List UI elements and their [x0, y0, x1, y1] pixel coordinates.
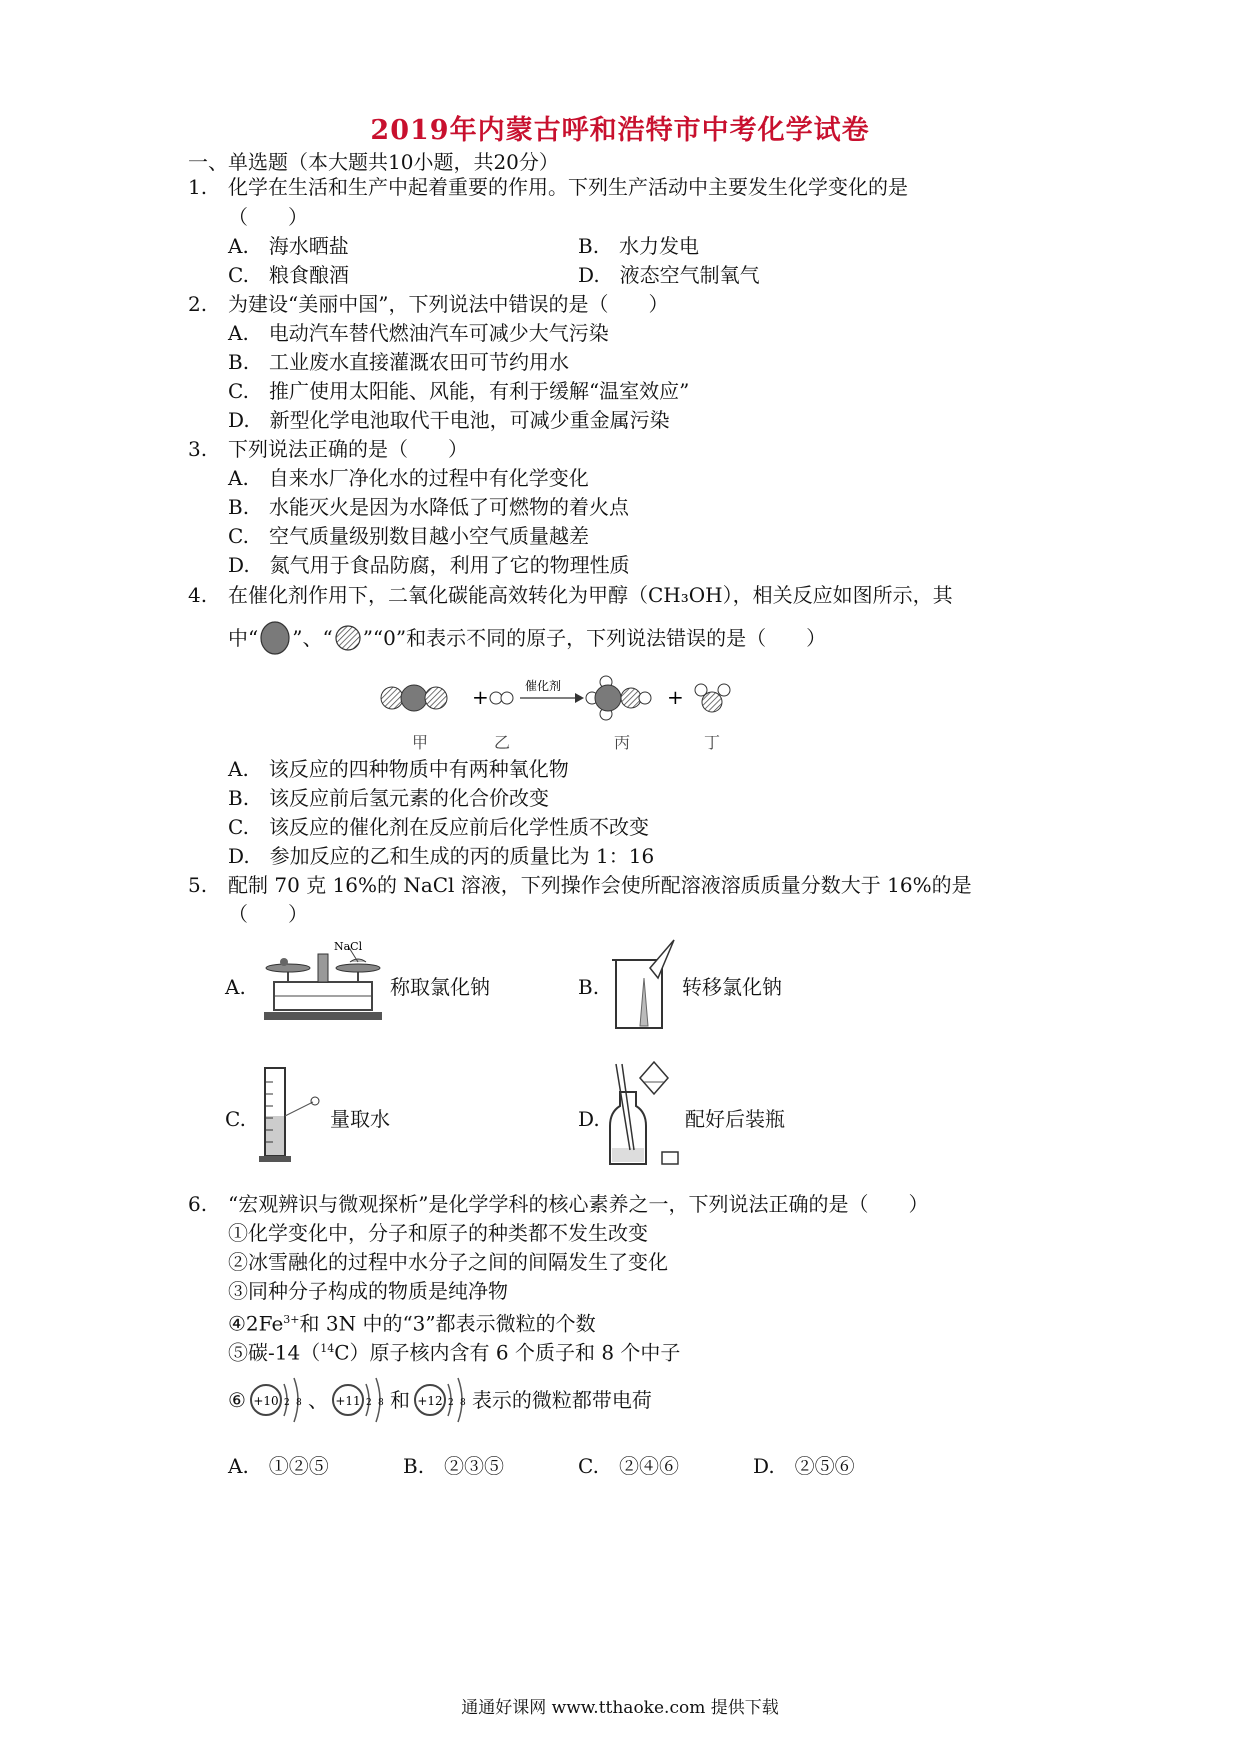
label-bing: 丙 [614, 733, 631, 752]
question-stem: 配制 70 克 16%的 NaCl 溶液，下列操作会使所配溶液溶质质量分数大于 16%的是 [228, 873, 972, 897]
question-2 [188, 289, 1088, 319]
option-a: A. 该反应的四种物质中有两种氧化物 [228, 757, 569, 781]
option-b: B. 工业废水直接灌溉农田可节约用水 [228, 350, 570, 374]
mass-number-superscript: 14 [320, 1342, 335, 1355]
option-c-text: 量取水 [330, 1107, 390, 1131]
reaction-arrow-icon [520, 693, 584, 703]
grey-atom-icon [258, 621, 292, 655]
plus-sign: + [667, 685, 684, 709]
svg-text:8: 8 [377, 1398, 384, 1408]
question-stem: 为建设“美丽中国”，下列说法中错误的是（ ） [228, 292, 669, 316]
atom-structure-icon [246, 1372, 308, 1428]
statement-text: ⑤碳-14（ [228, 1340, 321, 1365]
option-d-label: D. [578, 1107, 600, 1131]
balance-icon [258, 938, 388, 1026]
option-c: C. ②④⑥ [578, 1454, 679, 1478]
legend-text: 中“ [228, 626, 259, 650]
statement-3: ③同种分子构成的物质是纯净物 [228, 1279, 508, 1303]
molecule-ding-icon [695, 684, 730, 712]
svg-text:+11: +11 [335, 1394, 361, 1408]
statement-2: ②冰雪融化的过程中水分子之间的间隔发生了变化 [228, 1250, 668, 1274]
option-b-text: 转移氯化钠 [682, 975, 782, 999]
option-b: B. 水力发电 [578, 234, 700, 258]
option-d: D. 液态空气制氧气 [578, 263, 760, 287]
option-d: D. 参加反应的乙和生成的丙的质量比为 1：16 [228, 844, 655, 868]
plus-sign: + [472, 685, 489, 709]
question-4-atom-legend [228, 618, 826, 658]
option-c-label: C. [225, 1107, 246, 1131]
label-jia: 甲 [412, 733, 429, 752]
molecule-bing-icon [586, 676, 651, 720]
question-1 [188, 172, 1088, 202]
statement-text: ④2Fe [228, 1311, 284, 1336]
question-number: 6. [188, 1192, 208, 1216]
option-c: C. 推广使用太阳能、风能，有利于缓解“温室效应” [228, 379, 690, 403]
option-a: A. 自来水厂净化水的过程中有化学变化 [228, 466, 589, 490]
page-footer: 通通好课网 www.tthaoke.com 提供下载 [461, 1698, 779, 1718]
statement-6 [228, 1372, 652, 1428]
option-b: B. 水能灭火是因为水降低了可燃物的着火点 [228, 495, 630, 519]
option-d: D. ②⑤⑥ [753, 1454, 855, 1478]
charge-superscript: 3+ [283, 1313, 300, 1326]
beaker-icon [608, 938, 678, 1032]
statement-text: 和 3N 中的“3”都表示微粒的个数 [299, 1311, 596, 1336]
legend-text: ”“0”和表示不同的原子，下列说法错误的是（ ） [362, 626, 827, 650]
option-b: B. ②③⑤ [403, 1454, 505, 1478]
question-6 [188, 1189, 1128, 1219]
question-number: 2. [188, 292, 208, 316]
section-heading: 一、单选题（本大题共10小题，共20分） [188, 150, 559, 174]
option-a: A. ①②⑤ [228, 1454, 329, 1478]
option-a: A. 电动汽车替代燃油汽车可减少大气污染 [228, 321, 609, 345]
reagent-bottle-icon [606, 1060, 686, 1170]
statement-5 [228, 1334, 680, 1368]
legend-text: ”、“ [292, 626, 333, 650]
option-d-text: 配好后装瓶 [685, 1107, 785, 1131]
question-stem: 化学在生活和生产中起着重要的作用。下列生产活动中主要发生化学变化的是 [228, 175, 908, 199]
question-number: 5. [188, 873, 208, 897]
molecule-jia-icon [381, 685, 447, 711]
answer-paren: （ ） [228, 902, 308, 926]
reaction-diagram [370, 670, 770, 760]
statement-text: 和 [389, 1388, 410, 1412]
option-b: B. 该反应前后氢元素的化合价改变 [228, 786, 550, 810]
question-number: 4. [188, 583, 208, 607]
option-a: A. 海水晒盐 [228, 234, 349, 258]
svg-text:2: 2 [365, 1398, 372, 1408]
question-number: 3. [188, 437, 208, 461]
question-stem: 下列说法正确的是（ ） [228, 437, 468, 461]
option-c: C. 该反应的催化剂在反应前后化学性质不改变 [228, 815, 649, 839]
option-c: C. 粮食酿酒 [228, 263, 349, 287]
svg-text:+10: +10 [253, 1394, 279, 1408]
nacl-label: NaCl [334, 940, 363, 953]
molecule-yi-icon [490, 692, 513, 704]
option-a-text: 称取氯化钠 [390, 975, 490, 999]
question-stem: “宏观辨识与微观探析”是化学学科的核心素养之一，下列说法正确的是（ ） [228, 1192, 929, 1216]
statement-text: C）原子核内含有 6 个质子和 8 个中子 [334, 1340, 681, 1365]
question-4 [188, 580, 1128, 610]
svg-text:+12: +12 [417, 1394, 443, 1408]
statement-1: ①化学变化中，分子和原子的种类都不发生改变 [228, 1221, 648, 1245]
atom-structure-icon [410, 1372, 472, 1428]
catalyst-label: 催化剂 [525, 679, 562, 693]
statement-text: 表示的微粒都带电荷 [471, 1388, 652, 1412]
atom-structure-icon [328, 1372, 390, 1428]
option-c: C. 空气质量级别数目越小空气质量越差 [228, 524, 589, 548]
answer-paren: （ ） [228, 205, 308, 229]
statement-text: ⑥ [228, 1388, 246, 1412]
svg-text:2: 2 [283, 1398, 290, 1408]
option-d: D. 新型化学电池取代干电池，可减少重金属污染 [228, 408, 670, 432]
statement-text: 、 [307, 1388, 328, 1412]
graduated-cylinder-icon [255, 1062, 327, 1166]
option-d: D. 氮气用于食品防腐，利用了它的物理性质 [228, 553, 630, 577]
hatched-atom-icon [333, 623, 363, 653]
label-yi: 乙 [494, 733, 511, 752]
label-ding: 丁 [704, 733, 721, 752]
page-title: 2019年内蒙古呼和浩特市中考化学试卷 [370, 115, 870, 146]
question-stem: 在催化剂作用下，二氧化碳能高效转化为甲醇（CH₃OH），相关反应如图所示，其 [228, 583, 953, 607]
option-a-label: A. [225, 975, 246, 999]
svg-text:2: 2 [447, 1398, 454, 1408]
question-number: 1. [188, 175, 208, 199]
question-5 [188, 870, 1108, 900]
question-3 [188, 434, 1088, 464]
svg-text:8: 8 [295, 1398, 302, 1408]
svg-text:8: 8 [459, 1398, 466, 1408]
option-b-label: B. [578, 975, 600, 999]
